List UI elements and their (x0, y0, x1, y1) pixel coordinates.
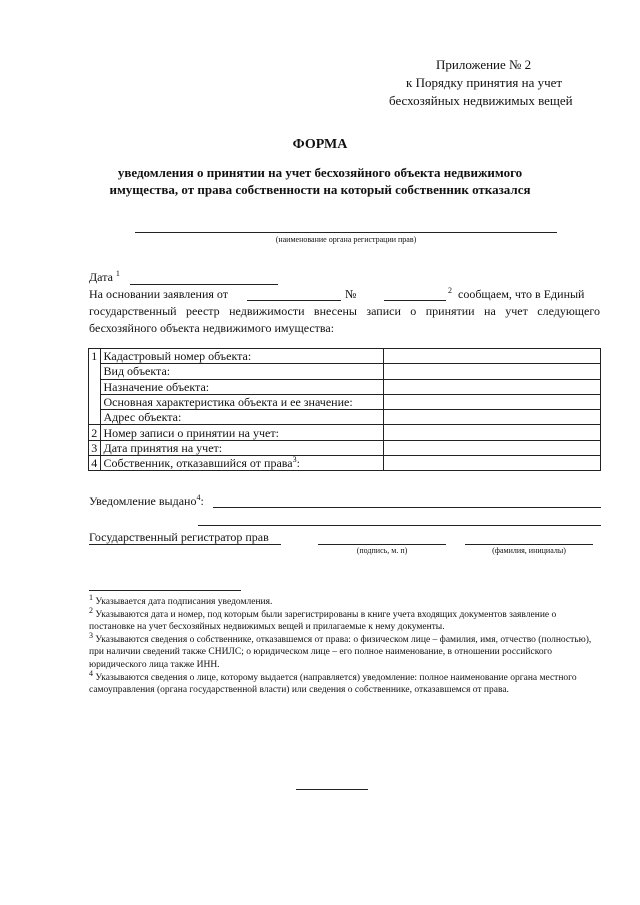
body-line-1a: На основании заявления от (89, 287, 228, 301)
table-row (89, 379, 601, 394)
form-subtitle-line-2: имущества, от права собственности на который собственник отказался (109, 182, 531, 197)
application-number-field[interactable] (384, 300, 446, 301)
row-number (89, 379, 101, 394)
table-row (89, 364, 601, 379)
body-line-1b: $^2$ сообщаем, что в Единый (448, 286, 585, 301)
registrar-label: Государственный регистратор прав (89, 530, 269, 544)
row-label: Адрес объекта: (100, 410, 384, 425)
footnotes (89, 592, 601, 697)
row-number: 3 (89, 440, 101, 455)
appendix-line-2: к Порядку принятия на учет (406, 75, 563, 90)
body-line-2: государственный реестр недвижимости внесены записи о принятии на учет следующего (89, 304, 600, 318)
row-value-field[interactable] (384, 349, 601, 364)
number-sign: № (345, 287, 357, 301)
row-label: Вид объекта: (100, 364, 384, 379)
table-row (89, 440, 601, 455)
footnote-2: $^2$ Указываются дата и номер, под которым были зарегистрированы в книге учета входящих документов заявление о постановке на учет бесхозяйных недвижимых вещей и прилагаемые к нему документы. (89, 605, 557, 633)
issued-field-line-2[interactable] (198, 525, 601, 526)
row-number: 2 (89, 425, 101, 440)
org-name-caption: (наименование органа регистрации прав) (275, 235, 417, 244)
appendix-line-3: бесхозяйных недвижимых вещей (389, 93, 573, 108)
issued-field[interactable] (213, 507, 601, 508)
row-label: Дата принятия на учет: (100, 440, 384, 455)
row-value-field[interactable] (384, 456, 601, 471)
footnote-separator (89, 590, 241, 591)
body-line-3: бесхозяйного объекта недвижимого имущества: (89, 321, 335, 335)
table-row (89, 425, 601, 440)
row-number (89, 394, 101, 409)
row-number: 1 (89, 349, 101, 364)
appendix-line-1: Приложение № 2 (436, 57, 532, 72)
footnote-1: $^1$ Указывается дата подписания уведомления. (89, 592, 273, 607)
object-table (88, 348, 601, 471)
full-name-caption: (фамилия, инициалы) (492, 546, 566, 555)
row-value-field[interactable] (384, 364, 601, 379)
footnote-3: $^3$ Указываются сведения о собственнике, отказавшемся от права: о физическом лице – фамилия, имя, отчество (полностью), при наличии сведений также СНИЛС; о юридическом лице – его полное наименование, в отношении российского юридического лица также ИНН. (89, 630, 592, 670)
date-label: Дата $^1$ (89, 269, 120, 284)
row-value-field[interactable] (384, 394, 601, 409)
form-title: ФОРМА (292, 137, 348, 152)
form-subtitle-line-1: уведомления о принятии на учет бесхозяйного объекта недвижимого (117, 165, 523, 180)
issued-label: Уведомление выдано$^4$: (89, 493, 204, 508)
row-label: Собственник, отказавшийся от права$^3$: (100, 456, 384, 471)
row-label: Основная характеристика объекта и ее значение: (100, 394, 384, 409)
row-label: Кадастровый номер объекта: (100, 349, 384, 364)
date-field[interactable] (130, 284, 278, 285)
org-name-field[interactable] (135, 232, 557, 233)
table-row (89, 410, 601, 425)
row-number (89, 364, 101, 379)
row-label: Номер записи о принятии на учет: (100, 425, 384, 440)
signature-field[interactable] (318, 544, 446, 545)
footnote-4: $^4$ Указываются сведения о лице, которому выдается (направляется) уведомление: полное наименование органа местного самоуправления (органа государственной власти) или сведения о собственнике, отказавшемся от права. (89, 668, 577, 696)
table-row (89, 456, 601, 471)
row-value-field[interactable] (384, 425, 601, 440)
row-label: Назначение объекта: (100, 379, 384, 394)
row-value-field[interactable] (384, 440, 601, 455)
closing-rule (296, 789, 368, 790)
full-name-field[interactable] (465, 544, 593, 545)
row-value-field[interactable] (384, 410, 601, 425)
table-row (89, 394, 601, 409)
signature-caption: (подпись, м. п) (356, 546, 408, 555)
row-number: 4 (89, 456, 101, 471)
application-date-field[interactable] (247, 300, 341, 301)
row-number (89, 410, 101, 425)
registrar-underline (89, 544, 281, 545)
table-row (89, 349, 601, 364)
row-value-field[interactable] (384, 379, 601, 394)
